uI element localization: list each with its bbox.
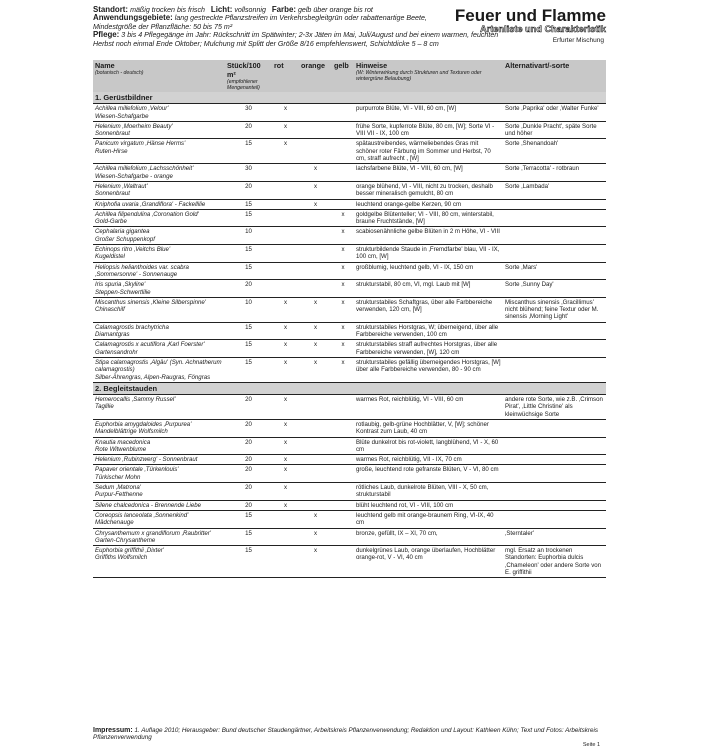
pflege-value-2: Herbst noch einmal Ende Oktober; Mulchung mit Splitt der Größe 8/16 empfehlenswert, Schichtdicke 5 – 8 cm (93, 39, 439, 48)
botanical-name: Miscanthus sinensis ‚Kleine Silberspinne' (95, 298, 206, 306)
german-name: Wiesen-Schafgarbe - orange (95, 172, 173, 180)
alternative-cell (503, 245, 606, 263)
orange-mark (299, 104, 332, 122)
table-row (93, 280, 606, 298)
alternative-cell: Sorte ‚Paprika' oder ‚Walter Funke' (503, 104, 606, 122)
pflege-label: Pflege: (93, 30, 120, 40)
section-title: 1. Gerüstbildner (93, 92, 606, 104)
plant-name (93, 546, 225, 578)
gelb-mark: x (332, 322, 354, 340)
quantity-cell: 15 (225, 139, 272, 164)
rot-mark: x (272, 121, 299, 139)
german-name: Ruten-Hirse (95, 147, 128, 155)
plant-name (93, 199, 225, 209)
gelb-mark (332, 437, 354, 455)
table-row (93, 245, 606, 263)
botanical-name: Knautia macedonica (95, 438, 151, 446)
hint-cell: blüht leuchtend rot, VI - VIII, 100 cm (354, 500, 503, 510)
table-row (93, 483, 606, 501)
hint-cell: scabiosenähnliche gelbe Blüten in 2 m Höhe, VI - VIII (354, 227, 503, 245)
plant-name (93, 297, 225, 322)
gelb-mark (332, 528, 354, 546)
german-name: Steppen-Schwertlilie (95, 288, 151, 296)
rot-mark (272, 227, 299, 245)
gelb-mark: x (332, 357, 354, 382)
rot-mark: x (272, 357, 299, 382)
table-row (93, 437, 606, 455)
gelb-mark (332, 181, 354, 199)
orange-mark: x (299, 297, 332, 322)
gelb-mark (332, 510, 354, 528)
hint-cell: strukturstabil, 80 cm, VI, mgl. Laub mit [W] (354, 280, 503, 298)
gelb-mark (332, 199, 354, 209)
orange-mark (299, 483, 332, 501)
rot-mark: x (272, 104, 299, 122)
german-name: Silber-Ährengras, Alpen-Raugras, Föngras (95, 373, 211, 381)
quantity-cell: 20 (225, 483, 272, 501)
plant-name (93, 483, 225, 501)
plant-name (93, 357, 225, 382)
hint-cell: strukturbildende Staude in ‚Fremdfarbe' blau, VII - IX, 100 cm, [W] (354, 245, 503, 263)
table-row (93, 104, 606, 122)
botanical-name: Hemerocallis ‚Sammy Russel' (95, 396, 176, 404)
gelb-mark (332, 419, 354, 437)
orange-mark (299, 139, 332, 164)
hint-cell: goldgelbe Blütenteller; VI - VIII, 80 cm, winterstabil, braune Fruchtstände, [W] (354, 209, 503, 227)
orange-mark (299, 465, 332, 483)
alternative-cell (503, 465, 606, 483)
botanical-name: Helenium ‚Waltraut' (95, 182, 148, 190)
table-row (93, 500, 606, 510)
german-name: Rote Witwenblume (95, 445, 147, 453)
plant-name (93, 510, 225, 528)
botanical-name: Coreopsis lanceolata ‚Sonnenkind' (95, 511, 189, 519)
german-name: Gartensandrohr (95, 348, 138, 356)
alternative-cell: Sorte ‚Terracotta' - rotbraun (503, 164, 606, 182)
german-name: Mädchenauge (95, 519, 134, 527)
german-name: Sonnenbraut (95, 130, 130, 138)
quantity-cell: 30 (225, 104, 272, 122)
german-name: Garten-Chrysantheme (95, 536, 156, 544)
table-row (93, 419, 606, 437)
alternative-cell: Sorte ‚Shenandoah' (503, 139, 606, 164)
plant-name (93, 181, 225, 199)
alternative-cell (503, 357, 606, 382)
botanical-name: Euphorbia amygdaloides ‚Purpurea' (95, 420, 192, 428)
alternative-cell: Sorte ‚Dunkle Pracht', späte Sorte und höher (503, 121, 606, 139)
table-row (93, 209, 606, 227)
gelb-mark (332, 121, 354, 139)
alternative-cell (503, 419, 606, 437)
hint-cell: strukturstabiles straff aufrechtes Horstgras, über alle Farbbereiche verwenden, [W], 120 cm (354, 340, 503, 358)
alternative-cell (503, 340, 606, 358)
orange-mark (299, 280, 332, 298)
botanical-name: Euphorbia griffithii ‚Dixter' (95, 547, 164, 555)
alternative-cell (503, 510, 606, 528)
table-row (93, 322, 606, 340)
botanical-name: Silene chalcedonica - Brennende Liebe (95, 501, 202, 509)
quantity-cell: 15 (225, 199, 272, 209)
alternative-cell: andere rote Sorte, wie z.B. ‚Crimson Pirat', ‚Little Christine' als kleinwüchsige Sorte (503, 395, 606, 420)
gelb-mark (332, 465, 354, 483)
rot-mark: x (272, 322, 299, 340)
hint-cell: purpurrote Blüte, VI - VIII, 60 cm, [W] (354, 104, 503, 122)
col-orange: orange (299, 60, 332, 92)
hint-cell: rotlaubig, gelb-grüne Hochblätter, V, [W]; schöner Kontrast zum Laub, 40 cm (354, 419, 503, 437)
rot-mark (272, 546, 299, 578)
impressum (93, 727, 606, 741)
rot-mark: x (272, 395, 299, 420)
plant-name (93, 262, 225, 280)
gelb-mark: x (332, 227, 354, 245)
hint-cell: spätaustreibendes, wärmeliebendes Gras mit schöner roter Färbung im Sommer und Herbst, 70 cm, straff aufrecht , [W] (354, 139, 503, 164)
botanical-name: Achillea millefolium ‚Velour' (95, 105, 169, 113)
anwendung-value-2: Mindestgröße der Pflanzfläche: 50 bis 75 m² (93, 22, 233, 31)
pflege-value: 3 bis 4 Pflegegänge im Jahr: Rückschnitt im Spätwinter; 2-3x Jäten im Mai, Juli/August und bei einem warmen, feuchten (121, 31, 499, 40)
alternative-cell: Sorte ‚Sunny Day' (503, 280, 606, 298)
gelb-mark (332, 546, 354, 578)
rot-mark (272, 510, 299, 528)
orange-mark: x (299, 528, 332, 546)
orange-mark (299, 245, 332, 263)
hint-cell: große, leuchtend rote gefranste Blüten, V - VI, 80 cm (354, 465, 503, 483)
table-body (93, 92, 606, 578)
table-row (93, 546, 606, 578)
rot-mark (272, 209, 299, 227)
hint-cell: strukturstabiles Horstgras, W; überneigend, über alle Farbbereiche verwenden, 100 cm (354, 322, 503, 340)
hint-cell: warmes Rot, reichblütig, VI - VIII, 60 cm (354, 395, 503, 420)
orange-mark: x (299, 322, 332, 340)
table-header (93, 60, 606, 92)
hint-cell: rötliches Laub, dunkelrote Blüten, VIII - X, 50 cm, strukturstabil (354, 483, 503, 501)
rot-mark (272, 199, 299, 209)
gelb-mark: x (332, 209, 354, 227)
quantity-cell: 15 (225, 546, 272, 578)
rot-mark (272, 528, 299, 546)
botanical-name: Heliopsis helianthoides var. scabra ‚Sommersonne' - Sonnenauge (95, 263, 189, 278)
plant-name (93, 227, 225, 245)
orange-mark (299, 262, 332, 280)
botanical-name: Iris spuria ‚Skyline' (95, 281, 146, 289)
licht-value: vollsonnig (234, 6, 266, 14)
gelb-mark: x (332, 297, 354, 322)
rot-mark: x (272, 500, 299, 510)
rot-mark: x (272, 455, 299, 465)
table-row (93, 510, 606, 528)
plant-name (93, 500, 225, 510)
rot-mark (272, 164, 299, 182)
plant-name (93, 419, 225, 437)
hint-cell: lachsfarbene Blüte, VI - VIII, 60 cm, [W] (354, 164, 503, 182)
hint-cell: strukturstabiles Schaftgras, über alle Farbbereiche verwenden, 120 cm, [W] (354, 297, 503, 322)
hint-cell: leuchtend orange-gelbe Kerzen, 90 cm (354, 199, 503, 209)
quantity-cell: 15 (225, 209, 272, 227)
orange-mark: x (299, 181, 332, 199)
german-name: Diamantgras (95, 331, 130, 339)
alternative-cell (503, 209, 606, 227)
botanical-name: Stipa calamagrostis ‚Algäu' (Syn. Achnatherum calamagrostis) (95, 358, 222, 374)
standort-label: Standort: (93, 5, 129, 14)
orange-mark: x (299, 164, 332, 182)
plant-name (93, 455, 225, 465)
rot-mark: x (272, 139, 299, 164)
botanical-name: Cephalaria gigantea (95, 228, 150, 236)
botanical-name: Helenium ‚Moerheim Beauty' (95, 122, 173, 130)
page-subtitle: Artenliste und Charakteristik (480, 24, 606, 34)
rot-mark: x (272, 340, 299, 358)
quantity-cell: 15 (225, 322, 272, 340)
orange-mark (299, 419, 332, 437)
german-name: Chinaschilf (95, 306, 125, 314)
hint-cell: warmes Rot, reichblütig, VII - IX, 70 cm (354, 455, 503, 465)
german-name: Sonnenbraut (95, 190, 130, 198)
plant-name (93, 395, 225, 420)
col-alt: Alternativart/-sorte (503, 60, 606, 92)
rot-mark: x (272, 483, 299, 501)
botanical-name: Echinops ritro ‚Veitchs Blue' (95, 246, 171, 254)
botanical-name: Panicum virgatum ‚Hänse Herms' (95, 140, 186, 148)
plant-name (93, 465, 225, 483)
hint-cell: orange blühend, VI - VIII, nicht zu trocken, deshalb besser mineralisch gemulcht, 80 cm (354, 181, 503, 199)
plant-name (93, 209, 225, 227)
plant-name (93, 121, 225, 139)
botanical-name: Kniphofia uvaria ‚Grandiflora' - Fackellilie (95, 200, 206, 208)
quantity-cell: 20 (225, 437, 272, 455)
orange-mark (299, 121, 332, 139)
gelb-mark: x (332, 280, 354, 298)
standort-value: mäßig trocken bis frisch (130, 6, 205, 14)
orange-mark (299, 227, 332, 245)
farbe-value: gelb über orange bis rot (297, 6, 373, 14)
botanical-name: Chrysanthemum x grandiflorum ‚Raubritter' (95, 529, 211, 537)
table-row (93, 121, 606, 139)
gelb-mark (332, 104, 354, 122)
impressum-text: 1. Auflage 2010; Herausgeber: Bund deutscher Staudengärtner, Arbeitskreis Pflanzenverwendung; Redaktion und Layout: Kathleen Kühn; Text und Fotos: Arbeitskreis Pflanzenverwendung (93, 727, 599, 741)
botanical-name: Achillea filipendulina ‚Coronation Gold' (95, 210, 199, 218)
quantity-cell: 20 (225, 181, 272, 199)
col-name: Name (botanisch - deutsch) (93, 60, 225, 92)
quantity-cell: 20 (225, 121, 272, 139)
table-row (93, 164, 606, 182)
table-row (93, 139, 606, 164)
orange-mark: x (299, 546, 332, 578)
quantity-cell: 20 (225, 455, 272, 465)
hint-cell: strukturstabiles gefällig überneigendes Horstgras, [W] über alle Farbbereiche verwenden, 80 - 90 cm (354, 357, 503, 382)
gelb-mark: x (332, 245, 354, 263)
orange-mark (299, 209, 332, 227)
rot-mark: x (272, 419, 299, 437)
german-name: Griffiths Wolfsmilch (95, 554, 148, 562)
quantity-cell: 15 (225, 245, 272, 263)
plant-name (93, 340, 225, 358)
rot-mark: x (272, 437, 299, 455)
alternative-cell: Miscanthus sinensis ‚Gracillimus' nicht blühend; feine Textur oder M. sinensis ‚Morning Light' (503, 297, 606, 322)
table-row (93, 395, 606, 420)
rot-mark (272, 280, 299, 298)
orange-mark: x (299, 510, 332, 528)
plant-name (93, 245, 225, 263)
german-name: Türkischer Mohn (95, 473, 141, 481)
gelb-mark: x (332, 340, 354, 358)
alternative-cell (503, 227, 606, 245)
alternative-cell (503, 500, 606, 510)
gelb-mark (332, 483, 354, 501)
quantity-cell: 20 (225, 395, 272, 420)
alternative-cell: Sorte ‚Mars' (503, 262, 606, 280)
hint-cell: Blüte dunkelrot bis rot-violett, langblühend, VI - X, 60 cm (354, 437, 503, 455)
botanical-name: Sedum ‚Matrona' (95, 484, 141, 492)
table-row (93, 455, 606, 465)
botanical-name: Achillea millefolium ‚Lachsschönheit' (95, 165, 194, 173)
table-row (93, 297, 606, 322)
plant-name (93, 164, 225, 182)
table-row (93, 340, 606, 358)
hint-cell: bronze, gefüllt, IX – XI, 70 cm, (354, 528, 503, 546)
german-name: Taglilie (95, 403, 114, 411)
col-hint: Hinweise (W: Winterwirkung durch Strukturen und Texturen oder wintergrüne Belaubung) (354, 60, 503, 92)
german-name: Kugeldistel (95, 253, 125, 261)
quantity-cell: 20 (225, 500, 272, 510)
orange-mark: x (299, 199, 332, 209)
alternative-cell: mgl. Ersatz an trockenen Standorten: Euphorbia dulcis ‚Chameleon' oder andere Sorte von E. griffithii (503, 546, 606, 578)
rot-mark (272, 262, 299, 280)
orange-mark: x (299, 340, 332, 358)
botanical-name: Papaver orientale ‚Türkenlouis' (95, 466, 179, 474)
quantity-cell: 15 (225, 340, 272, 358)
table-row (93, 227, 606, 245)
quantity-cell: 30 (225, 164, 272, 182)
col-gelb: gelb (332, 60, 354, 92)
anwendung-value: lang gestreckte Pflanzstreifen im Verkehrsbegleitgrün oder rabattenartige Beete, (174, 14, 427, 23)
plant-name (93, 322, 225, 340)
quantity-cell: 10 (225, 297, 272, 322)
alternative-cell: Sorte ‚Lambada' (503, 181, 606, 199)
botanical-name: Helenium ‚Rubinzwerg' - Sonnenbraut (95, 456, 198, 464)
anwendung-label: Anwendungsgebiete: (93, 13, 173, 23)
quantity-cell: 20 (225, 465, 272, 483)
quantity-cell: 15 (225, 528, 272, 546)
plant-name (93, 280, 225, 298)
orange-mark (299, 395, 332, 420)
rot-mark: x (272, 297, 299, 322)
german-name: Großer Schuppenkopf (95, 235, 155, 243)
impressum-label: Impressum: (93, 727, 133, 734)
alternative-cell: ‚Sterntaler' (503, 528, 606, 546)
orange-mark (299, 500, 332, 510)
table-row (93, 465, 606, 483)
german-name: Gold-Garbe (95, 218, 127, 226)
botanical-name: Calamagrostis x acutiflora ‚Karl Foerster' (95, 341, 205, 349)
section-title: 2. Begleitstauden (93, 382, 606, 394)
german-name: Wiesen-Schafgarbe (95, 112, 149, 120)
table-row (93, 199, 606, 209)
page-number: Seite 1 (582, 742, 600, 748)
quantity-cell: 20 (225, 419, 272, 437)
plant-name (93, 437, 225, 455)
rot-mark: x (272, 465, 299, 483)
gelb-mark (332, 500, 354, 510)
hint-cell: großblumig, leuchtend gelb, VI - IX, 150 cm (354, 262, 503, 280)
alternative-cell (503, 455, 606, 465)
mix-name: Erfurter Mischung (552, 37, 604, 44)
orange-mark (299, 455, 332, 465)
table-row (93, 181, 606, 199)
gelb-mark: x (332, 262, 354, 280)
plant-name (93, 104, 225, 122)
gelb-mark (332, 164, 354, 182)
section-header (93, 382, 606, 394)
orange-mark (299, 437, 332, 455)
plant-name (93, 528, 225, 546)
alternative-cell (503, 322, 606, 340)
table-row (93, 528, 606, 546)
col-rot: rot (272, 60, 299, 92)
quantity-cell: 10 (225, 227, 272, 245)
plant-table (93, 60, 606, 578)
alternative-cell (503, 437, 606, 455)
table-row (93, 357, 606, 382)
botanical-name: Calamagrostis brachytricha (95, 323, 169, 331)
quantity-cell: 20 (225, 280, 272, 298)
german-name: Purpur-Fetthenne (95, 491, 143, 499)
hint-cell: leuchtend gelb mit orange-braunem Ring, VI-IX, 40 cm (354, 510, 503, 528)
rot-mark (272, 181, 299, 199)
quantity-cell: 15 (225, 510, 272, 528)
farbe-label: Farbe: (271, 5, 296, 14)
page-title: Feuer und Flamme (454, 6, 606, 25)
col-qty: Stück/100 m² (empfohlener Mengenanteil) (225, 60, 272, 92)
table-row (93, 262, 606, 280)
german-name: Mandelblättrige Wolfsmilch (95, 428, 168, 436)
alternative-cell (503, 483, 606, 501)
quantity-cell: 15 (225, 357, 272, 382)
quantity-cell: 15 (225, 262, 272, 280)
gelb-mark (332, 139, 354, 164)
orange-mark: x (299, 357, 332, 382)
hint-cell: frühe Sorte, kupferrote Blüte, 80 cm, [W]; Sorte VI - VIII VII - IX, 100 cm (354, 121, 503, 139)
alternative-cell (503, 199, 606, 209)
hint-cell: dunkelgrünes Laub, orange überlaufen, Hochblätter orange-rot, V - VI, 40 cm (354, 546, 503, 578)
licht-label: Licht: (210, 5, 233, 14)
rot-mark (272, 245, 299, 263)
section-header (93, 92, 606, 104)
plant-name (93, 139, 225, 164)
gelb-mark (332, 395, 354, 420)
gelb-mark (332, 455, 354, 465)
